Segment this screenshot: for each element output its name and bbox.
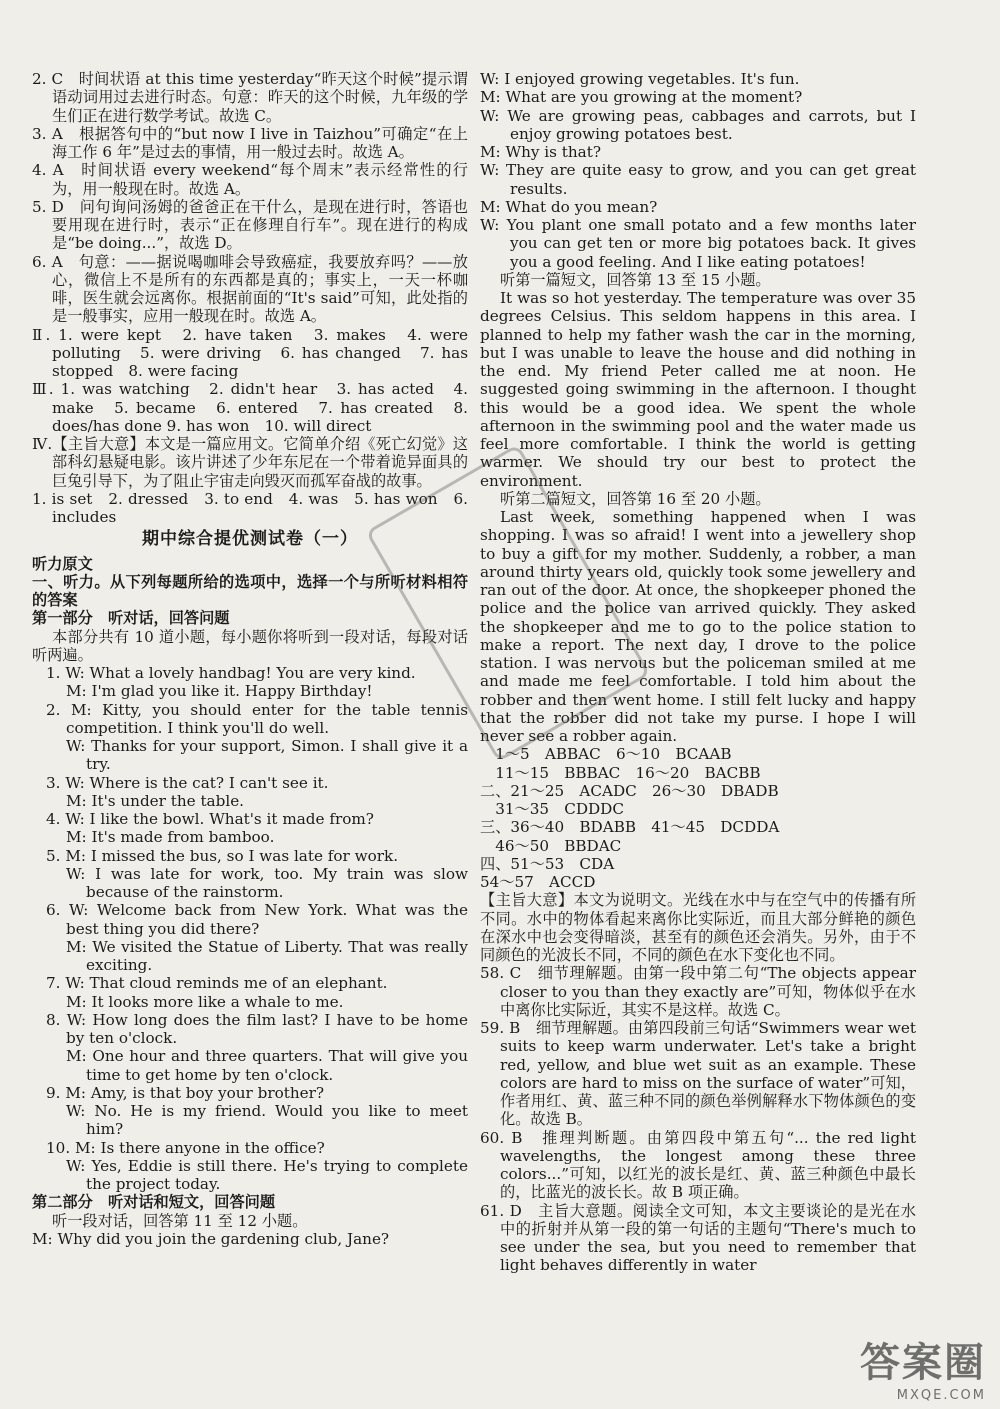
left-paragraph: 第一部分 听对话，回答问题 bbox=[32, 609, 230, 628]
left-paragraph: W: I was late for work, too. My train was slow because of the rainstorm. bbox=[66, 864, 468, 901]
left-paragraph: 3. W: Where is the cat? I can't see it. bbox=[46, 773, 329, 792]
left-paragraph: M: We visited the Statue of Liberty. That was really exciting. bbox=[66, 937, 468, 974]
left-paragraph: 6. W: Welcome back from New York. What was the best thing you did there? bbox=[46, 901, 468, 938]
left-paragraph: 6. A 句意：——据说喝咖啡会导致癌症，我要放弃吗？——放心，微信上不是所有的东西都是真的；事实上，一天一杯咖啡，医生就会远离你。根据前面的“It's said”可知，此处指的是一般事实，应用一般现在时。故选 A。 bbox=[32, 252, 468, 326]
left-paragraph: 一、听力。从下列每题所给的选项中，选择一个与所听材料相符的答案 bbox=[32, 572, 468, 609]
right-paragraph: 二、21～25 ACADC 26～30 DBADB bbox=[480, 781, 779, 800]
right-column bbox=[480, 70, 916, 1275]
right-paragraph: 54～57 ACCD bbox=[480, 873, 596, 891]
left-paragraph: 2. C 时间状语 at this time yesterday“昨天这个时候”提示谓语动词用过去进行时态。句意：昨天的这个时候，九年级的学生们正在进行数学考试。故选 C。 bbox=[32, 70, 468, 125]
right-paragraph: 听第一篇短文，回答第 13 至 15 小题。 bbox=[500, 270, 771, 289]
left-paragraph: 7. W: That cloud reminds me of an elephant. bbox=[46, 974, 388, 993]
right-paragraph: M: What are you growing at the moment? bbox=[480, 88, 803, 107]
logo-url: MXQE.COM bbox=[896, 1388, 986, 1403]
left-paragraph: 5. D 问句询问汤姆的爸爸正在干什么，是现在进行时，答语也要用现在进行时，表示“正在修理自行车”。现在进行的构成是“be doing...”，故选 D。 bbox=[32, 197, 468, 253]
left-paragraph: 9. M: Amy, is that boy your brother? bbox=[46, 1083, 325, 1102]
right-paragraph: 31～35 CDDDC bbox=[480, 800, 624, 818]
left-paragraph: M: It's under the table. bbox=[66, 791, 245, 810]
right-paragraph: 11～15 BBBAC 16～20 BACBB bbox=[480, 763, 761, 782]
left-paragraph: Ⅳ.【主旨大意】本文是一篇应用文。它简单介绍《死亡幻觉》这部科幻悬疑电影。该片讲述了少年东尼在一个带着诡异面具的巨兔引导下，为了阻止宇宙走向毁灭而孤军奋战的故事。 bbox=[32, 435, 468, 490]
right-paragraph: 三、36～40 BDABB 41～45 DCDDA bbox=[480, 818, 780, 837]
left-paragraph: W: Yes, Eddie is still there. He's trying to complete the project today. bbox=[66, 1156, 468, 1193]
right-paragraph: Last week, something happened when I was shopping. I was so afraid! I went into a jewellery shop to buy a gift for my mother. Suddenly, a robber, a man around thirty years old, quickly took some jewellery and ran out of the door. At once, the shopkeeper phoned the police and the police van arrived quickly. They asked the shopkeeper and me to go to the police station to make a report. The next day, I drove to the police station. I was nervous but the policeman smiled at me and made me feel comfortable. I told him about the robber and then went home. I still felt lucky and happy that the robber did not take my purse. I hope I will never see a robber again. bbox=[480, 508, 916, 745]
left-column bbox=[32, 70, 468, 1248]
right-paragraph: 61. D 主旨大意题。阅读全文可知，本文主要谈论的是光在水中的折射并从第一段的第一句话的主题句“There's much to see under the sea, but you need to remember that light behaves differently in water bbox=[480, 1201, 916, 1275]
right-paragraph: 四、51～53 CDA bbox=[480, 854, 615, 873]
left-paragraph: M: It looks more like a whale to me. bbox=[66, 992, 344, 1011]
left-paragraph: M: Why did you join the gardening club, Jane? bbox=[32, 1229, 390, 1248]
right-paragraph: 46～50 BBDAC bbox=[480, 836, 622, 855]
right-paragraph: M: What do you mean? bbox=[480, 197, 658, 216]
left-paragraph: 10. M: Is there anyone in the office? bbox=[46, 1138, 325, 1157]
right-paragraph: W: They are quite easy to grow, and you can get great results. bbox=[480, 161, 916, 198]
left-paragraph: 第二部分 听对话和短文，回答问题 bbox=[32, 1193, 275, 1212]
right-paragraph: 1～5 ABBAC 6～10 BCAAB bbox=[480, 745, 732, 764]
left-paragraph: Ⅱ. 1. were kept 2. have taken 3. makes 4. were polluting 5. were driving 6. has changed 7. has stopped 8. were facing bbox=[32, 325, 468, 380]
left-paragraph: 4. W: I like the bowl. What's it made from? bbox=[46, 810, 374, 828]
left-paragraph: 3. A 根据答句中的“but now I live in Taizhou”可确定“在上海工作 6 年”是过去的事情，用一般过去时。故选 A。 bbox=[32, 124, 468, 161]
site-logo bbox=[860, 1331, 986, 1403]
left-paragraph: W: Thanks for your support, Simon. I shall give it a try. bbox=[66, 737, 468, 774]
left-paragraph: W: No. He is my friend. Would you like to meet him? bbox=[66, 1102, 468, 1139]
left-paragraph: 期中综合提优测试卷（一） bbox=[142, 529, 358, 550]
right-paragraph: 58. C 细节理解题。由第一段中第二句“The objects appear closer to you than they exactly are”可知，物体似乎在水中离你比实际近，其实不是这样。故选 C。 bbox=[480, 964, 916, 1019]
left-paragraph: 听力原文 bbox=[32, 554, 93, 573]
right-paragraph: 60. B 推理判断题。由第四段中第五句“... the red light wavelengths, the longest among these three colors...”可知，以红光的波长是红、黄、蓝三种颜色中最长的，比蓝光的波长长。故 B 项正确。 bbox=[480, 1128, 916, 1202]
left-paragraph: M: I'm glad you like it. Happy Birthday! bbox=[66, 682, 373, 701]
logo-text: 答案圈 bbox=[860, 1340, 986, 1386]
left-paragraph: 4. A 时间状语 every weekend“每个周末”表示经常性的行为，用一般现在时。故选 A。 bbox=[32, 161, 468, 198]
right-paragraph: M: Why is that? bbox=[480, 143, 601, 161]
left-paragraph: M: One hour and three quarters. That will give you time to get home by ten o'clock. bbox=[66, 1047, 468, 1084]
left-paragraph: Ⅲ. 1. was watching 2. didn't hear 3. has acted 4. make 5. became 6. entered 7. has created 8. does/has done 9. has won 10. will direct bbox=[32, 380, 468, 435]
right-paragraph: 听第二篇短文，回答第 16 至 20 小题。 bbox=[500, 489, 771, 508]
right-paragraph: It was so hot yesterday. The temperature was over 35 degrees Celsius. This seldom happens in this area. I planned to help my father wash the car in the morning, but I was unable to leave the house and did nothing in the end. My friend Peter called me at noon. He suggested going swimming in the afternoon. I thought this would be a good idea. We spent the whole afternoon in the swimming pool and the water made us feel more comfortable. I think the world is getting warmer. We should try our best to protect the environment. bbox=[480, 289, 916, 490]
right-paragraph: W: We are growing peas, cabbages and carrots, but I enjoy growing potatoes best. bbox=[480, 106, 916, 143]
right-paragraph: W: You plant one small potato and a few months later you can get ten or more big potatoes back. It gives you a good feeling. And I like eating potatoes! bbox=[480, 216, 916, 271]
right-paragraph: 59. B 细节理解题。由第四段前三句话“Swimmers wear wet suits to keep warm underwater. Let's take a bright red, yellow, and blue wet suit as an example. These colors are hard to miss on the surface of water”可知，作者用红、黄、蓝三种不同的颜色举例解释水下物体颜色的变化。故选 B。 bbox=[480, 1019, 916, 1129]
right-paragraph: 【主旨大意】本文为说明文。光线在水中与在空气中的传播有所不同。水中的物体看起来离你比实际近，而且大部分鲜艳的颜色在深水中也会变得暗淡，甚至有的颜色还会消失。另外，由于不同颜色的光波长不同，不同的颜色在水下变化也不同。 bbox=[480, 891, 916, 964]
left-paragraph: 2. M: Kitty, you should enter for the table tennis competition. I think you'll do well. bbox=[46, 700, 468, 737]
left-paragraph: 1. W: What a lovely handbag! You are very kind. bbox=[46, 664, 416, 682]
left-paragraph: 本部分共有 10 道小题，每小题你将听到一段对话，每段对话听两遍。 bbox=[32, 627, 468, 664]
left-paragraph: 1. is set 2. dressed 3. to end 4. was 5. has won 6. includes bbox=[32, 489, 468, 526]
left-paragraph: 8. W: How long does the film last? I have to be home by ten o'clock. bbox=[46, 1010, 468, 1047]
left-paragraph: 听一段对话，回答第 11 至 12 小题。 bbox=[52, 1211, 308, 1230]
left-paragraph: M: It's made from bamboo. bbox=[66, 828, 275, 847]
right-paragraph: W: I enjoyed growing vegetables. It's fun. bbox=[480, 70, 800, 88]
left-paragraph: 5. M: I missed the bus, so I was late for work. bbox=[46, 846, 399, 865]
